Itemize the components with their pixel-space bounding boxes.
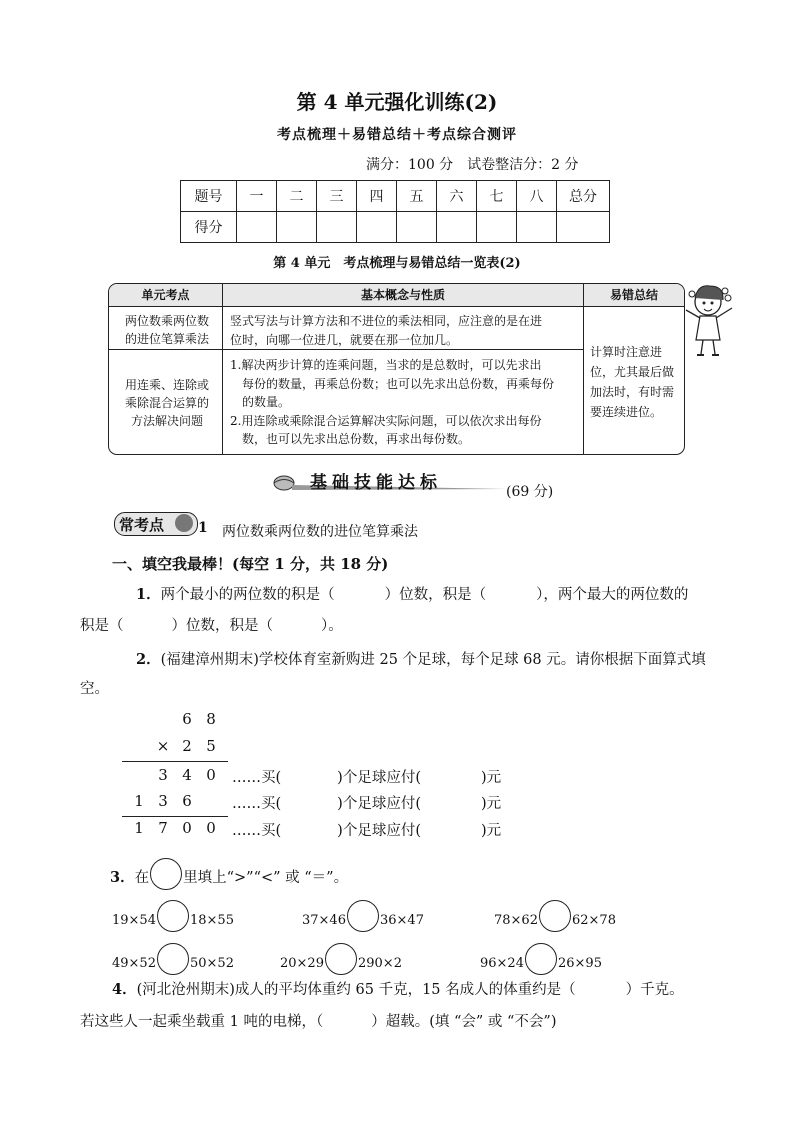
expression-left: 96×24 <box>480 956 524 971</box>
digit: 8 <box>206 710 216 728</box>
expression-left: 78×62 <box>494 913 538 928</box>
summary-content-1 <box>230 312 578 350</box>
divider <box>583 284 584 454</box>
mistake-line: 加法时，有时需 <box>590 385 675 399</box>
section-points: (69 分) <box>506 484 554 500</box>
summary-header-topic: 单元考点 <box>109 284 222 307</box>
divider <box>222 284 223 454</box>
expression-right: 26×95 <box>557 956 602 971</box>
q1-text-d: 积是（ <box>80 618 124 634</box>
digit: 1 <box>134 819 144 837</box>
fill-row-2 <box>232 792 501 813</box>
topic-line: 乘除混合运算的 <box>124 396 209 410</box>
tag-dot-icon <box>175 514 193 532</box>
score-input-cell[interactable] <box>357 212 397 243</box>
girl-cartoon-icon <box>680 280 740 360</box>
digit: 6 <box>182 710 192 728</box>
score-cell-header: 四 <box>357 181 397 212</box>
row-text-a: ……买( <box>232 770 282 786</box>
section-banner-title: 基础技能达标 <box>310 473 442 493</box>
question-number: 2． <box>136 651 161 668</box>
digit: 4 <box>182 766 192 784</box>
content-line: 2.用连除或乘除混合运算解决实际问题，可以依次求出每份 <box>230 413 542 428</box>
q3-text-pre: 在 <box>134 870 150 886</box>
expression-right: 290×2 <box>357 956 402 971</box>
q4-text-a: (河北沧州期末)成人的平均体重约 65 千克，15 名成人的体重约是（ <box>136 982 576 998</box>
compare-circle-input[interactable] <box>539 900 571 932</box>
q1-text-e: ）位数，积是（ <box>171 618 273 634</box>
divider <box>122 761 228 762</box>
digit: 2 <box>182 737 192 755</box>
score-input-cell[interactable] <box>277 212 317 243</box>
summary-topic-1 <box>115 312 219 348</box>
score-info: 满分：100 分 试卷整洁分：2 分 <box>366 157 579 173</box>
topic-tag-label: 常考点 <box>119 516 165 534</box>
mistake-line: 位，尤其最后做 <box>590 365 675 379</box>
comparison-item <box>112 900 234 932</box>
digit: 6 <box>182 792 192 810</box>
q1-text-b: ）位数，积是（ <box>384 587 487 603</box>
score-cell-header: 六 <box>437 181 477 212</box>
q1-text-a: 两个最小的两位数的积是（ <box>160 587 335 603</box>
row-text-b: )个足球应付( <box>337 770 421 786</box>
digit: 7 <box>158 819 168 837</box>
row-text-c: )元 <box>481 796 502 812</box>
row-text-b: )个足球应付( <box>337 796 421 812</box>
question-number: 3． <box>110 869 135 886</box>
page-subtitle: 考点梳理＋易错总结＋考点综合测评 <box>277 127 517 143</box>
divider <box>122 816 228 817</box>
compare-circle-input[interactable] <box>347 900 379 932</box>
expression-left: 19×54 <box>112 913 156 928</box>
comparison-item <box>494 900 616 932</box>
row-text-c: )元 <box>481 770 502 786</box>
score-row-label: 得分 <box>181 212 237 243</box>
comparison-item <box>280 943 402 975</box>
score-cell-header: 三 <box>317 181 357 212</box>
score-table-row-scores <box>181 212 610 243</box>
expression-right: 36×47 <box>379 913 424 928</box>
vertical-multiplication <box>120 710 240 845</box>
expression-right: 62×78 <box>571 913 616 928</box>
q1-text-c: ），两个最大的两位数的 <box>536 587 689 603</box>
score-input-cell[interactable] <box>397 212 437 243</box>
compare-circle-input[interactable] <box>157 900 189 932</box>
summary-caption: 第 4 单元 考点梳理与易错总结一览表(2) <box>273 256 521 271</box>
digit: 5 <box>206 737 216 755</box>
score-table-row-labels <box>181 181 610 212</box>
topic-title: 两位数乘两位数的进位笔算乘法 <box>222 524 418 540</box>
score-input-cell[interactable] <box>477 212 517 243</box>
comparison-item <box>112 943 234 975</box>
topic-tag <box>114 512 198 536</box>
score-cell-header: 八 <box>517 181 557 212</box>
digit: 0 <box>182 819 192 837</box>
expression-left: 20×29 <box>280 956 324 971</box>
topic-line: 的进位笔算乘法 <box>124 332 209 346</box>
summary-table <box>108 283 685 455</box>
row-text-c: )元 <box>481 823 502 839</box>
digit: 0 <box>206 819 216 837</box>
score-input-cell[interactable] <box>437 212 477 243</box>
compare-circle-input[interactable] <box>157 943 189 975</box>
q4-text-d: ）超载。(填 “会” 或 “不会”) <box>371 1014 557 1030</box>
question-1-line-2 <box>80 614 343 635</box>
score-input-cell[interactable] <box>557 212 610 243</box>
q4-text-c: 若这些人一起乘坐载重 1 吨的电梯，（ <box>80 1014 324 1030</box>
part-heading: 一、填空我最棒！(每空 1 分，共 18 分) <box>112 555 389 573</box>
question-4-line-2 <box>80 1010 557 1031</box>
score-input-cell[interactable] <box>517 212 557 243</box>
page-title: 第 4 单元强化训练(2) <box>296 90 498 114</box>
score-cell-header: 七 <box>477 181 517 212</box>
content-line: 数，也可以先求出总份数，再求出每份数。 <box>242 432 471 446</box>
question-number: 1． <box>136 586 161 603</box>
row-text-a: ……买( <box>232 796 282 812</box>
content-line: 竖式写法与计算方法和不进位的乘法相同，应注意的是在进 <box>230 314 543 328</box>
score-table <box>180 180 610 243</box>
summary-mistake <box>590 342 682 422</box>
question-1-line-1 <box>136 583 688 604</box>
topic-line: 用连乘、连除或 <box>124 378 209 392</box>
topic-tag-number: 1 <box>198 520 208 536</box>
comparison-item <box>480 943 602 975</box>
question-2-line-1 <box>136 648 706 669</box>
row-text-b: )个足球应付( <box>337 823 421 839</box>
expression-left: 49×52 <box>112 956 156 971</box>
times-sign: × <box>156 737 170 755</box>
q4-text-b: ）千克。 <box>625 982 684 998</box>
digit: 1 <box>134 792 144 810</box>
summary-header-concept: 基本概念与性质 <box>223 284 583 307</box>
expression-left: 37×46 <box>302 913 346 928</box>
compare-circle-input[interactable] <box>525 943 557 975</box>
digit: 3 <box>158 792 168 810</box>
comparison-item <box>302 900 424 932</box>
mistake-line: 要连续进位。 <box>590 405 663 419</box>
content-line: 每份的数量，再乘总份数；也可以先求出总份数，再乘每份 <box>242 376 555 391</box>
q1-text-f: ）。 <box>321 618 343 634</box>
question-4-line-1 <box>112 978 684 999</box>
score-input-cell[interactable] <box>317 212 357 243</box>
compare-circle-input[interactable] <box>325 943 357 975</box>
q2-text: (福建漳州期末)学校体育室新购进 25 个足球，每个足球 68 元。请你根据下面算式填 <box>160 652 706 668</box>
digit: 0 <box>206 766 216 784</box>
mistake-line: 计算时注意进 <box>590 345 663 359</box>
score-cell-header: 题号 <box>181 181 237 212</box>
score-cell-header: 一 <box>237 181 277 212</box>
score-cell-header: 五 <box>397 181 437 212</box>
q3-text-post: 里填上“>”“<” 或 “＝”。 <box>183 870 349 886</box>
content-line: 1.解决两步计算的连乘问题，当求的是总数时，可以先求出 <box>230 358 542 372</box>
score-input-cell[interactable] <box>237 212 277 243</box>
question-number: 4． <box>112 981 137 998</box>
topic-line: 方法解决问题 <box>130 414 203 428</box>
digit: 3 <box>158 766 168 784</box>
topic-line: 两位数乘两位数 <box>124 314 209 328</box>
fill-row-3 <box>232 819 501 840</box>
row-text-a: ……买( <box>232 823 282 839</box>
expression-right: 50×52 <box>189 956 234 971</box>
question-3-line <box>110 858 348 890</box>
content-line: 位时，向哪一位进几，就要在那一位加几。 <box>230 333 459 347</box>
question-2-line-2: 空。 <box>80 681 109 697</box>
compare-circle-icon <box>150 858 182 890</box>
content-line: 的数量。 <box>242 395 291 409</box>
score-cell-header: 总分 <box>557 181 610 212</box>
score-cell-header: 二 <box>277 181 317 212</box>
summary-topic-2 <box>115 376 219 430</box>
expression-right: 18×55 <box>189 913 234 928</box>
summary-header-mistake: 易错总结 <box>584 284 684 307</box>
summary-content-2 <box>230 356 578 449</box>
fill-row-1 <box>232 766 501 787</box>
